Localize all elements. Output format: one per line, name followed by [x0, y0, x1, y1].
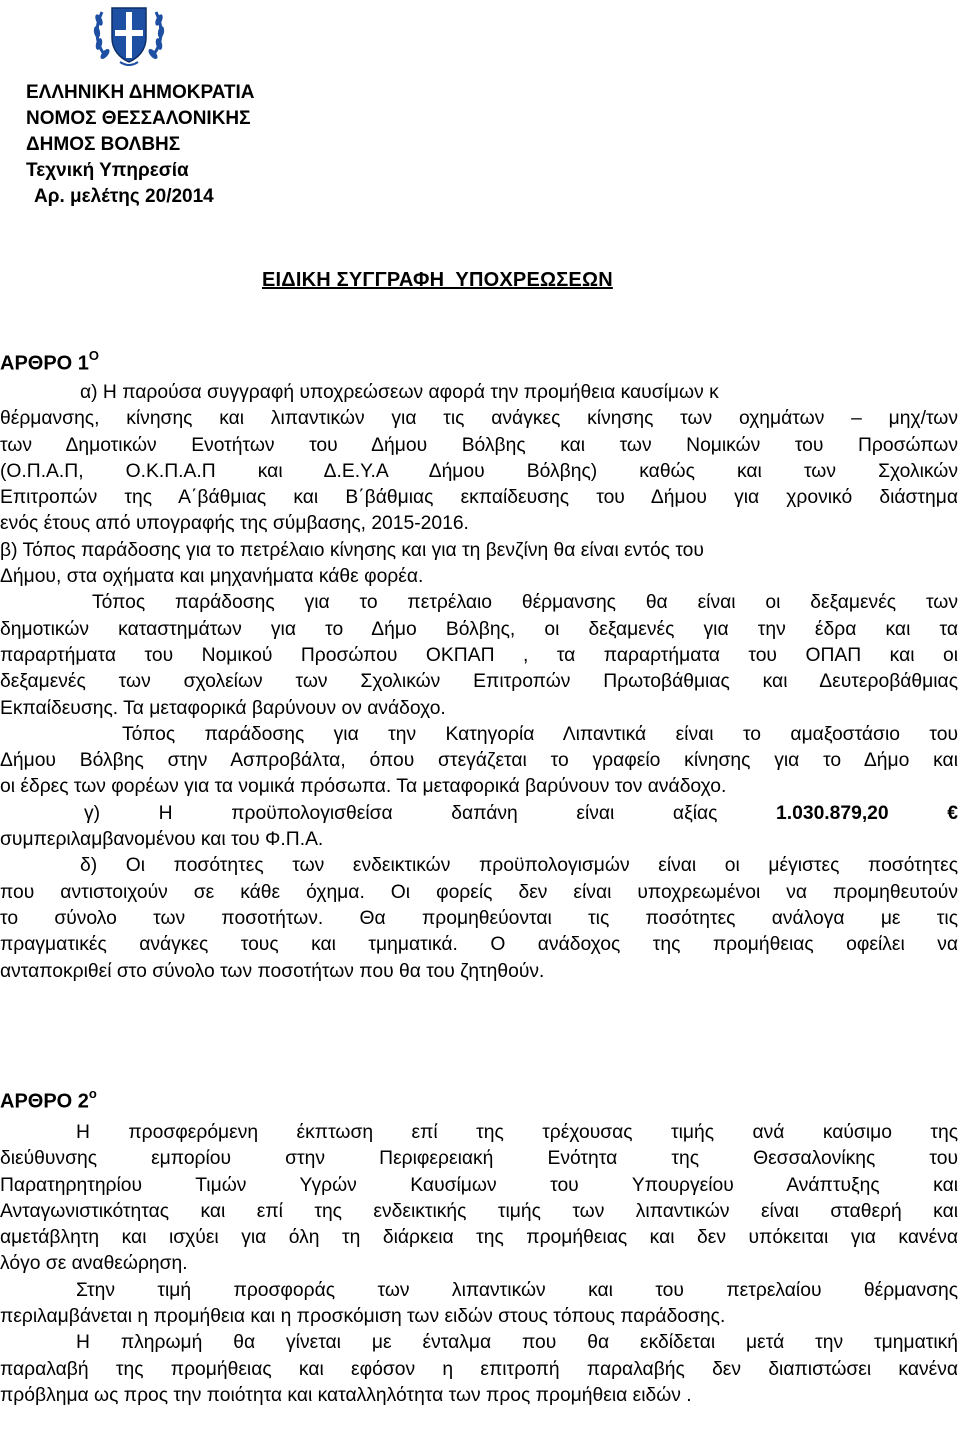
header-country: ΕΛΛΗΝΙΚΗ ΔΗΜΟΚΡΑΤΙΑ — [26, 82, 255, 103]
article-1-a-line-4: (Ο.Π.Α.Π, Ο.Κ.Π.Α.Π και Δ.Ε.Υ.Α Δήμου Βόλβης) καθώς και των Σχολικών — [0, 460, 958, 482]
article-1-a-line-2: θέρμανσης, κίνησης και λιπαντικών για τις ανάγκες κίνησης των οχημάτων – μηχ/των — [0, 408, 958, 430]
article-1-a-line-5: Επιτροπών της Α΄βάθμιας και Β΄βάθμιας εκπαίδευσης του Δήμου για χρονικό διάστημα — [0, 487, 958, 509]
article-2-p2-line-2: περιλαμβάνεται η προμήθεια και η προσκόμιση των ειδών στους τόπους παράδοσης. — [0, 1306, 726, 1328]
article-1-c-line-4: δεξαμενές των σχολείων των Σχολικών Επιτροπών Πρωτοβάθμιας και Δευτεροβάθμιας — [0, 671, 958, 693]
budget-amount: 1.030.879,20 — [776, 802, 889, 824]
budget-label: γ) Η προϋπολογισθείσα δαπάνη είναι αξίας — [84, 802, 718, 824]
article-1-g-line-2: συμπεριλαμβανομένου και του Φ.Π.Α. — [0, 829, 324, 851]
document-title: ΕΙΔΙΚΗ ΣΥΓΓΡΑΦΗ ΥΠΟΧΡΕΩΣΕΩΝ — [262, 269, 613, 291]
article-1-a-line-6: ενός έτους από υπογραφής της σύμβασης, 2015-2016. — [0, 513, 469, 535]
article-2-p1-line-6: λόγο σε αναθεώρηση. — [0, 1253, 188, 1275]
article-1-c-line-5: Εκπαίδευσης. Τα μεταφορικά βαρύνουν ον ανάδοχο. — [0, 697, 446, 719]
article-1-b-line-1: β) Τόπος παράδοσης για το πετρέλαιο κίνησης και για τη βενζίνη θα είναι εντός του — [0, 539, 704, 561]
article-2-p3-line-2: παραλαβή της προμήθειας και εφόσον η επιτροπή παραλαβής δεν διαπιστώσει κανένα — [0, 1358, 958, 1380]
article-1-c-line-1: Τόπος παράδοσης για το πετρέλαιο θέρμανσης θα είναι οι δεξαμενές των — [92, 592, 958, 614]
article-1-a-line-3: των Δημοτικών Ενοτήτων του Δήμου Βόλβης και των Νομικών του Προσώπων — [0, 434, 958, 456]
article-2-p1-line-5: αμετάβλητη και ισχύει για όλη τη διάρκεια της προμήθειας και δεν υπόκειται για κανένα — [0, 1227, 958, 1249]
issuer-header — [26, 80, 254, 210]
article-1-c-line-3: παραρτήματα του Νομικού Προσώπου ΟΚΠΑΠ , τα παραρτήματα του ΟΠΑΠ και οι — [0, 644, 958, 666]
article-1-d-line-1: Τόπος παράδοσης για την Κατηγορία Λιπαντικά είναι το αμαξοστάσιο του — [122, 723, 958, 745]
header-department: Τεχνική Υπηρεσία — [26, 160, 189, 181]
article-2-p2-line-1: Στην τιμή προσφοράς των λιπαντικών και του πετρελαίου θέρμανσης — [76, 1279, 958, 1301]
article-1-a-line-1: α) Η παρούσα συγγραφή υποχρεώσεων αφορά την προμήθεια καυσίμων κ — [80, 382, 719, 403]
header-prefecture: ΝΟΜΟΣ ΘΕΣΣΑΛΟΝΙΚΗΣ — [26, 108, 251, 129]
article-2-p1-line-3: Παρατηρητηρίου Τιμών Υγρών Καυσίμων του Υπουργείου Ανάπτυξης και — [0, 1174, 958, 1196]
header-municipality: ΔΗΜΟΣ ΒΟΛΒΗΣ — [26, 134, 181, 155]
article-1-d-line-2: Δήμου Βόλβης στην Ασπροβάλτα, όπου στεγάζεται το γραφείο κίνησης για το Δήμο και — [0, 750, 958, 772]
article-1-body — [0, 380, 958, 985]
article-1-e-line-4: πραγματικές ανάγκες τους και τμηματικά. Ο ανάδοχος της προμήθειας οφείλει να — [0, 934, 958, 956]
article-2-heading-superscript: ο — [88, 1086, 97, 1101]
greek-state-emblem-icon — [92, 2, 166, 68]
article-2-p3-line-1: Η πληρωμή θα γίνεται με ένταλμα που θα εκδίδεται μετά την τμηματική — [76, 1332, 958, 1354]
article-1-e-line-5: ανταποκριθεί στο σύνολο των ποσοτήτων που θα του ζητηθούν. — [0, 960, 545, 982]
article-1-b-line-2: Δήμου, στα οχήματα και μηχανήματα κάθε φορέα. — [0, 566, 424, 588]
article-1-heading-text: ΑΡΘΡΟ 1 — [0, 352, 89, 375]
article-1-e-line-1: δ) Οι ποσότητες των ενδεικτικών προϋπολογισμών είναι οι μέγιστες ποσότητες — [80, 855, 958, 877]
article-2-p1-line-4: Ανταγωνιστικότητας και επί της ενδεικτικής τιμής των λιπαντικών είναι σταθερή και — [0, 1200, 958, 1222]
article-2-body — [0, 1120, 958, 1409]
article-2-p1-line-1: Η προσφερόμενη έκπτωση επί της τρέχουσας τιμής ανά καύσιμο της — [76, 1122, 958, 1143]
article-1-heading-superscript: Ο — [88, 348, 100, 363]
article-2-heading — [0, 1088, 97, 1114]
article-1-d-line-3: οι έδρες των φορέων για τα νομικά πρόσωπα. Τα μεταφορικά βαρύνουν τον ανάδοχο. — [0, 776, 727, 798]
article-2-p1-line-2: διεύθυνσης εμπορίου στην Περιφερειακή Ενότητα της Θεσσαλονίκης του — [0, 1148, 958, 1170]
article-1-e-line-3: το σύνολο των ποσοτήτων. Θα προμηθεύονται τις ποσότητες ανάλογα με τις — [0, 907, 958, 929]
article-1-g-line-1 — [0, 801, 958, 827]
article-1-c-line-2: δημοτικών καταστημάτων για το Δήμο Βόλβης, οι δεξαμενές για την έδρα και τα — [0, 618, 958, 640]
article-1-heading — [0, 350, 99, 376]
article-2-p3-line-3: πρόβλημα ως προς την ποιότητα και καταλληλότητα των προς προμήθεια ειδών . — [0, 1384, 692, 1406]
euro-symbol: € — [947, 802, 958, 824]
header-study-number: Αρ. μελέτης 20/2014 — [34, 186, 214, 207]
article-2-heading-text: ΑΡΘΡΟ 2 — [0, 1090, 89, 1113]
article-1-e-line-2: που αντιστοιχούν σε κάθε όχημα. Οι φορείς δεν είναι υποχρεωμένοι να προμηθευτούν — [0, 881, 958, 903]
